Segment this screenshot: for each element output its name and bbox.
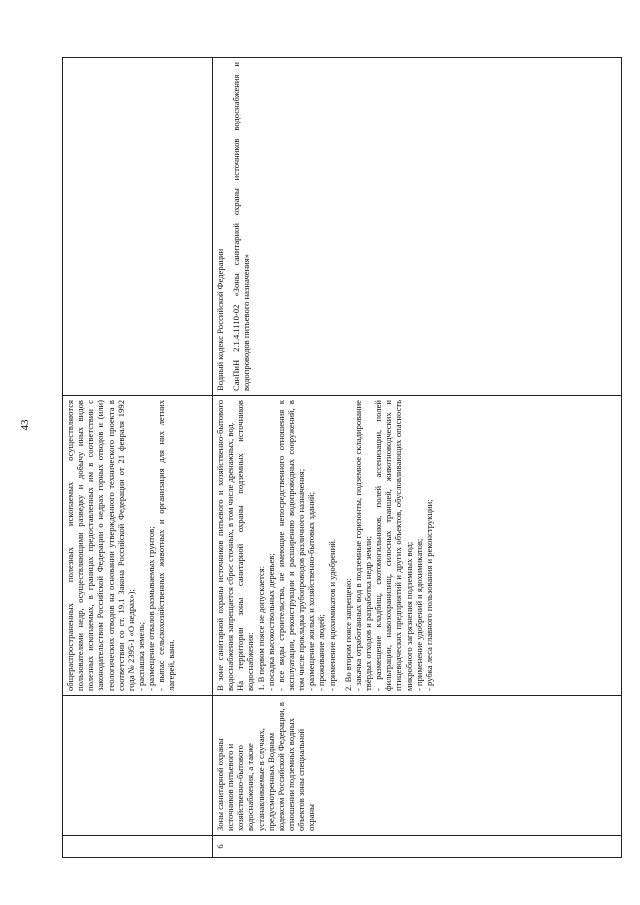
- restriction-item: - выпас сельскохозяйственных животных и организация для них летних лагерей, ванн.: [156, 400, 177, 691]
- law-cell: [63, 58, 213, 396]
- zone-name-cell: [63, 696, 213, 836]
- belt2-item: - применение удобрений и ядохимикатов;: [413, 538, 424, 691]
- table-row: [63, 58, 213, 858]
- restriction-text: общераспространенных полезных ископаемых осуществляются пользователями недр, осуществляющими разведку и добычу иных видов полезных ископаемых, в границах предоставленных им в соответствии с законодательством Российской Федерации о недрах горных отводов и (или) геологических отводов на основании утвержденного технического проекта в соответствии со ст. 19.1 Закона Российской Федерации от 21 февраля 1992 года № 2395-1 «О недрах»);: [65, 400, 136, 691]
- intro-text: В зоне санитарной охраны источников питьевого и хозяйственно-бытового водоснабжения запрещается сброс сточных, в том числе дренажных, вод.: [215, 400, 236, 691]
- belt1-item: - проживание людей;: [316, 614, 327, 691]
- restriction-item: - размещение отвалов размываемых грунтов;: [146, 526, 157, 691]
- restrictions-cell: [213, 396, 622, 696]
- belt2-title: 2. Во втором поясе запрещено:: [342, 578, 353, 691]
- restrictions-cell: [63, 396, 213, 696]
- belt2-item: - рубка леса главного пользования и реконструкции;: [423, 499, 434, 691]
- belt1-title: 1. В первом поясе не допускается:: [255, 565, 266, 691]
- rotated-table-sheet: [62, 58, 622, 858]
- table-row: [213, 58, 622, 858]
- belt1-item: - размещение жилых и хозяйственно-бытовых зданий;: [306, 492, 317, 691]
- belt1-item: - посадка высокоствольных деревьев;: [265, 553, 276, 691]
- belt1-item: - применение ядохимикатов и удобрений.: [326, 538, 337, 691]
- belt1-item: - все виды строительства, не имеющие непосредственного отношения к эксплуатации, реконструкции и расширению водопроводных сооружений, в том числе прокладка трубопроводов различного назначения;: [275, 400, 307, 691]
- belt2-item: - закачка отработанных вод в подземные горизонты, подземное складирование твёрдых отходов и разработка недр земли;: [352, 400, 373, 691]
- law-reference: Водный кодекс Российской Федерации: [215, 248, 225, 391]
- page-number: 43: [19, 419, 31, 431]
- zone-name-cell: Зоны санитарной охраны источников питьевого и хозяйственно-бытового водоснабжения, а также устанавливаемые в случаях, предусмотренных Водным кодексом Российской Федерации, в отношении подземных водных объектов зоны специальной охраны: [213, 696, 622, 836]
- restriction-item: - распашка земель;: [135, 621, 146, 691]
- zones-table: [62, 57, 622, 858]
- row-number-cell: 6: [213, 836, 622, 858]
- intro-text: На территории зоны санитарной охраны подземных источников водоснабжения:: [235, 400, 256, 691]
- law-cell: [213, 58, 622, 396]
- belt2-item: - размещение кладбищ, скотомогильников, полей ассенизации, полей фильтрации, навозохранилищ, силосных траншей, животноводческих и птицеводческих предприятий и других объектов, обусловливающих опасность микробного загрязнения подземных вод;: [373, 400, 414, 691]
- row-number-cell: [63, 836, 213, 858]
- law-reference: СанПиН 2.1.4.1110-02 «Зоны санитарной охраны источников водоснабжения и водопроводов питьевого назначения»: [231, 62, 252, 391]
